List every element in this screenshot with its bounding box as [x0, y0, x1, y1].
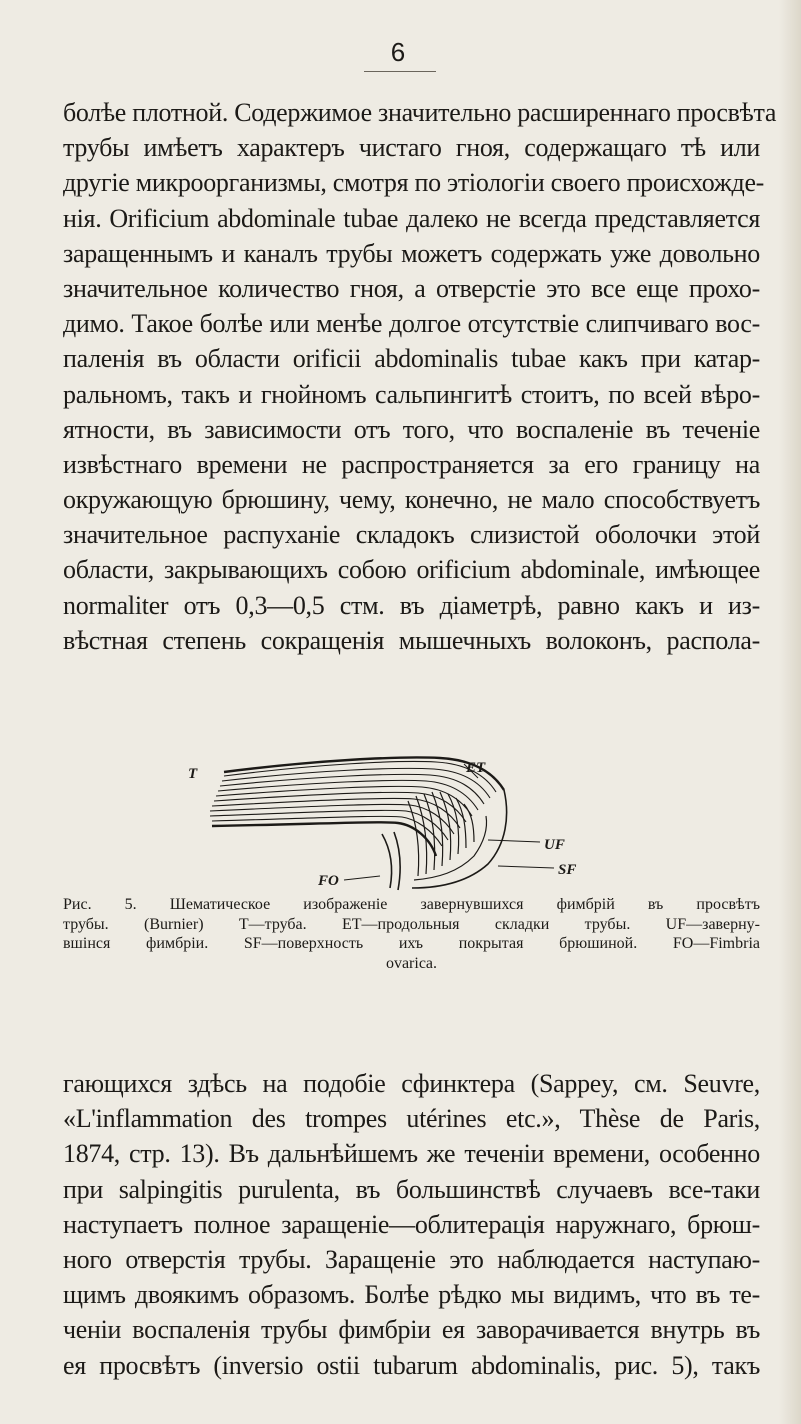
- figure-label-et: ET: [466, 760, 486, 776]
- text-line: паленія въ области orificii abdominalis tubae какъ при катар-: [63, 344, 760, 374]
- text-line: normaliter отъ 0,3—0,5 стм. въ діаметрѣ, равно какъ и из-: [63, 590, 760, 620]
- fimbria-ovarica: [382, 832, 400, 890]
- text-line: ченіи воспаленія трубы фимбріи ея заворачивается внутрь въ: [63, 1315, 760, 1345]
- text-line: ятности, въ зависимости отъ того, что воспаленіе въ теченіе: [63, 414, 760, 444]
- text-line: извѣстнаго времени не распространяется за его границу на: [63, 449, 760, 479]
- text-line: гающихся здѣсь на подобіе сфинктера (Sappey, см. Sеuvre,: [63, 1069, 760, 1098]
- text-line: ного отверстія трубы. Заращеніе это наблюдается наступаю-: [63, 1244, 760, 1274]
- text-line: трубы имѣетъ характеръ чистаго гноя, содержащаго тѣ или: [63, 133, 760, 163]
- text-line: значительное распуханіе складокъ слизистой оболочки этой: [63, 520, 760, 550]
- page-number-rule: [364, 71, 436, 72]
- caption-line: трубы. (Burnier) T—труба. ET—продольныя складки трубы. UF—заверну-: [63, 915, 760, 933]
- figure-fimbriae-diagram: [168, 756, 638, 891]
- text-line: щимъ двоякимъ образомъ. Болѣе рѣдко мы видимъ, что въ те-: [63, 1280, 760, 1310]
- figure-label-t: T: [188, 766, 198, 782]
- page-number: 6: [390, 37, 406, 67]
- text-line: ральномъ, такъ и гнойномъ сальпингитѣ стоитъ, по всей вѣро-: [63, 379, 760, 409]
- text-line: болѣе плотной. Содержимое значительно расширеннаго просвѣта: [63, 98, 777, 127]
- figure-label-uf: UF: [544, 837, 565, 853]
- paragraph-bottom: [63, 1066, 760, 1383]
- text-line: области, закрывающихъ собою orificium abdominale, имѣющее: [63, 555, 760, 585]
- text-line: заращеннымъ и каналъ трубы можетъ содержать уже довольно: [63, 238, 760, 268]
- text-line: значительное количество гноя, а отверстіе это все еще прохо-: [63, 273, 760, 303]
- caption-line: Рис. 5. Шематическое изображеніе завернувшихся фимбрій въ просвѣтъ: [63, 896, 760, 913]
- text-line: 1874, стр. 13). Въ дальнѣйшемъ же теченіи времени, особенно: [63, 1139, 760, 1169]
- text-line: вѣстная степень сокращенія мышечныхъ волоконъ, распола-: [63, 625, 760, 655]
- paragraph-top: [63, 95, 777, 658]
- page-edge-shadow: [779, 0, 801, 1424]
- text-line: нія. Orificium abdominale tubae далеко не всегда представляется: [63, 203, 760, 233]
- text-line: при salpingitis purulenta, въ большинствѣ случаевъ все-таки: [63, 1174, 760, 1204]
- figure-label-fo: FO: [318, 873, 339, 889]
- text-line: ея просвѣтъ (inversio ostii tubarum abdominalis, рис. 5), такъ: [63, 1350, 760, 1380]
- text-line: окружающую брюшину, чему, конечно, не мало способствуетъ: [63, 485, 760, 515]
- caption-line: вшінся фимбріи. SF—поверхность ихъ покрытая брюшиной. FO—Fimbria: [63, 935, 760, 952]
- caption-line: ovarica.: [385, 954, 438, 972]
- text-line: наступаетъ полное заращеніе—облитерація наружнаго, брюш-: [63, 1209, 760, 1239]
- text-line: димо. Такое болѣе или менѣе долгое отсутствіе слипчиваго вос-: [63, 309, 760, 339]
- figure-label-sf: SF: [558, 862, 577, 878]
- figure-caption: [63, 895, 760, 973]
- text-line: другіе микроорганизмы, смотря по этіологіи своего происхожде-: [63, 168, 765, 198]
- text-line: «L'inflammation des trompes utérines etc.», Thèse de Paris,: [63, 1104, 760, 1134]
